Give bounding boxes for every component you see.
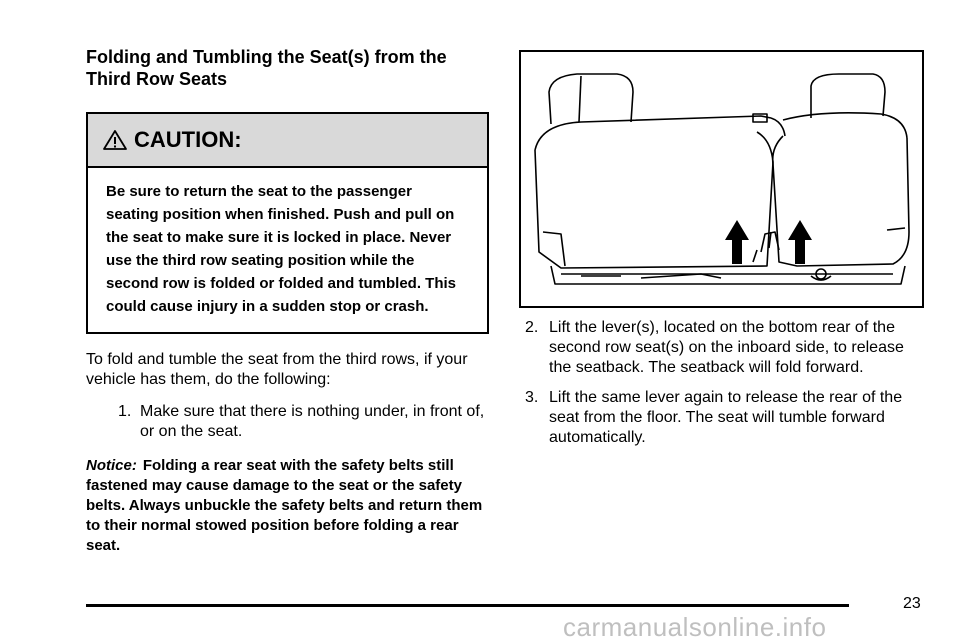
page-number: 23 <box>903 595 921 612</box>
seat-illustration <box>519 50 924 308</box>
step-1 <box>86 402 489 442</box>
notice-label: Notice: <box>86 457 137 474</box>
step-text: Make sure that there is nothing under, in front of, or on the seat. <box>140 403 485 440</box>
footer-rule <box>86 604 849 607</box>
notice-text: Folding a rear seat with the safety belts still fastened may cause damage to the seat or the safety belts. Always unbuckle the safety belts and return them to their normal stowed position before folding a rear seat. <box>86 457 483 554</box>
warning-triangle-icon <box>102 129 128 151</box>
step-text: Lift the same lever again to release the rear of the seat from the floor. The seat will tumble forward automatically. <box>549 389 903 446</box>
step-number: 2. <box>525 319 539 336</box>
right-column <box>519 50 924 458</box>
section-title: Folding and Tumbling the Seat(s) from the Third Row Seats <box>86 47 447 89</box>
step-text: Lift the lever(s), located on the bottom rear of the second row seat(s) on the inboard side, to release the seatback. The seatback will fold forward. <box>549 319 904 376</box>
left-column <box>86 46 489 556</box>
watermark: carmanualsonline.info <box>563 612 827 642</box>
seat-rear-view-illustration <box>521 52 922 306</box>
caution-header <box>88 114 487 168</box>
caution-box <box>86 112 489 334</box>
step-2 <box>525 318 924 378</box>
caution-label: CAUTION: <box>134 127 242 152</box>
caution-text: Be sure to return the seat to the passenger seating position when finished. Push and pull on the seat to make sure it is locked in place. Never use the third row seating position while the second row is folded or folded and tumbled. This could cause injury in a sudden stop or crash. <box>106 183 457 315</box>
notice-paragraph <box>86 456 489 556</box>
intro-paragraph: To fold and tumble the seat from the third rows, if your vehicle has them, do the following: <box>86 351 468 388</box>
step-3 <box>525 388 924 448</box>
right-steps <box>519 318 924 448</box>
step-number: 1. <box>118 403 132 420</box>
step-number: 3. <box>525 389 539 406</box>
